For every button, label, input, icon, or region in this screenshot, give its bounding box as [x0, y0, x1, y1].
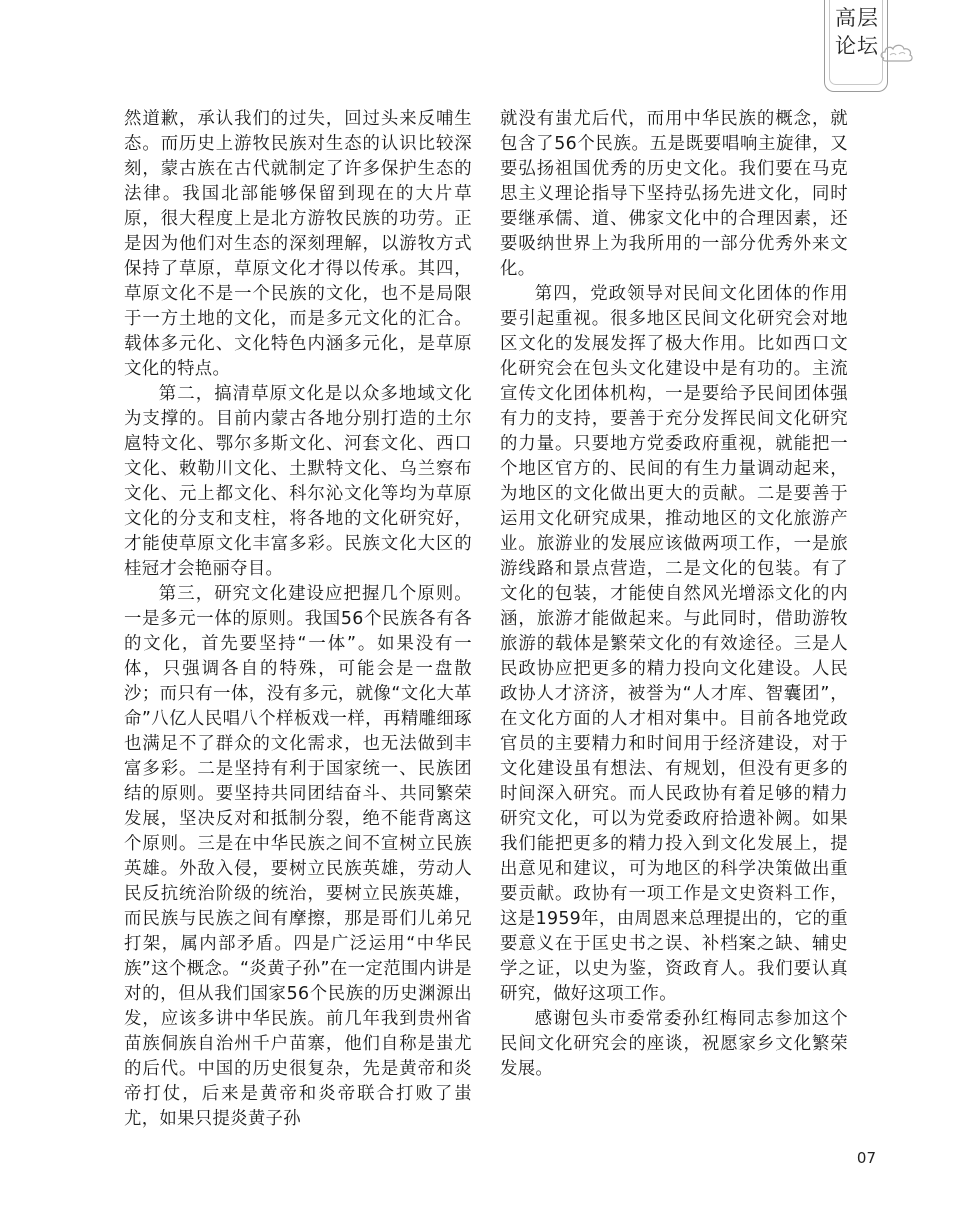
section-header-line-2: 论坛	[835, 34, 879, 58]
paragraph: 然道歉，承认我们的过失，回过头来反哺生态。而历史上游牧民族对生态的认识比较深刻，蒙古族在古代就制定了许多保护生态的法律。我国北部能够保留到现在的大片草原，很大程度上是北方游牧民族的功劳。正是因为他们对生态的深刻理解，以游牧方式保持了草原，草原文化才得以传承。其四，草原文化不是一个民族的文化，也不是局限于一方土地的文化，而是多元文化的汇合。载体多元化、文化特色内涵多元化，是草原文化的特点。	[124, 109, 472, 379]
paragraph: 感谢包头市委常委孙红梅同志参加这个民间文化研究会的座谈，祝愿家乡文化繁荣发展。	[500, 1009, 848, 1079]
section-header-box	[824, 0, 888, 92]
page-number: 07	[856, 1149, 876, 1167]
cloud-ornament-icon	[880, 40, 914, 66]
paragraph: 第二，搞清草原文化是以众多地域文化为支撑的。目前内蒙古各地分别打造的土尔扈特文化、鄂尔多斯文化、河套文化、西口文化、敕勒川文化、土默特文化、乌兰察布文化、元上都文化、科尔沁文化等均为草原文化的分支和支柱，将各地的文化研究好，才能使草原文化丰富多彩。民族文化大区的桂冠才会艳丽夺目。	[124, 384, 472, 579]
paragraph: 第四，党政领导对民间文化团体的作用要引起重视。很多地区民间文化研究会对地区文化的发展发挥了极大作用。比如西口文化研究会在包头文化建设中是有功的。主流宣传文化团体机构，一是要给予民间团体强有力的支持，要善于充分发挥民间文化研究的力量。只要地方党委政府重视，就能把一个地区官方的、民间的有生力量调动起来，为地区的文化做出更大的贡献。二是要善于运用文化研究成果，推动地区的文化旅游产业。旅游业的发展应该做两项工作，一是旅游线路和景点营造，二是文化的包装。有了文化的包装，才能使自然风光增添文化的内涵，旅游才能做起来。与此同时，借助游牧旅游的载体是繁荣文化的有效途径。三是人民政协应把更多的精力投向文化建设。人民政协人才济济，被誉为“人才库、智囊团”，在文化方面的人才相对集中。目前各地党政官员的主要精力和时间用于经济建设，对于文化建设虽有想法、有规划，但没有更多的时间深入研究。而人民政协有着足够的精力研究文化，可以为党委政府拾遗补阙。如果我们能把更多的精力投入到文化发展上，提出意见和建议，可为地区的科学决策做出重要贡献。政协有一项工作是文史资料工作，这是1959年，由周恩来总理提出的，它的重要意义在于匡史书之误、补档案之缺、辅史学之证，以史为鉴，资政育人。我们要认真研究，做好这项工作。	[500, 284, 848, 1004]
section-header-line-1: 高层	[835, 6, 879, 30]
paragraph: 第三，研究文化建设应把握几个原则。一是多元一体的原则。我国56个民族各有各的文化，首先要坚持“一体”。如果没有一体，只强调各自的特殊，可能会是一盘散沙；而只有一体，没有多元，就像“文化大革命”八亿人民唱八个样板戏一样，再精雕细琢也满足不了群众的文化需求，也无法做到丰富多彩。二是坚持有利于国家统一、民族团结的原则。要坚持共同团结奋斗、共同繁荣发展，坚决反对和抵制分裂，绝不能背离这个原则。三是在中华民族之间不宣树立民族英雄。外敌入侵，要树立民族英雄，劳动人民反抗统治阶级的统治，要树立民族英雄，而民族与民族之间有摩擦，那是哥们儿弟兄打架，属内部矛盾。四是广泛运用“中华民族”这个概念。“炎黄子孙”在一定范围内讲是对的，但从我们国家56个民族的历史渊源出发，应该多讲中华民族。前几年我到贵州省苗族侗族自治州千户苗寨，他们自称是蚩尤的后代。中国的历史很复杂，先是黄帝和炎帝打仗，后来是黄帝和炎帝联合打败了蚩尤，如果只提炎黄子孙	[124, 584, 472, 1129]
article-left-column	[124, 107, 472, 1132]
article-right-column	[500, 107, 848, 1082]
paragraph: 就没有蚩尤后代，而用中华民族的概念，就包含了56个民族。五是既要唱响主旋律，又要弘扬祖国优秀的历史文化。我们要在马克思主义理论指导下坚持弘扬先进文化，同时要继承儒、道、佛家文化中的合理因素，还要吸纳世界上为我所用的一部分优秀外来文化。	[500, 109, 848, 279]
